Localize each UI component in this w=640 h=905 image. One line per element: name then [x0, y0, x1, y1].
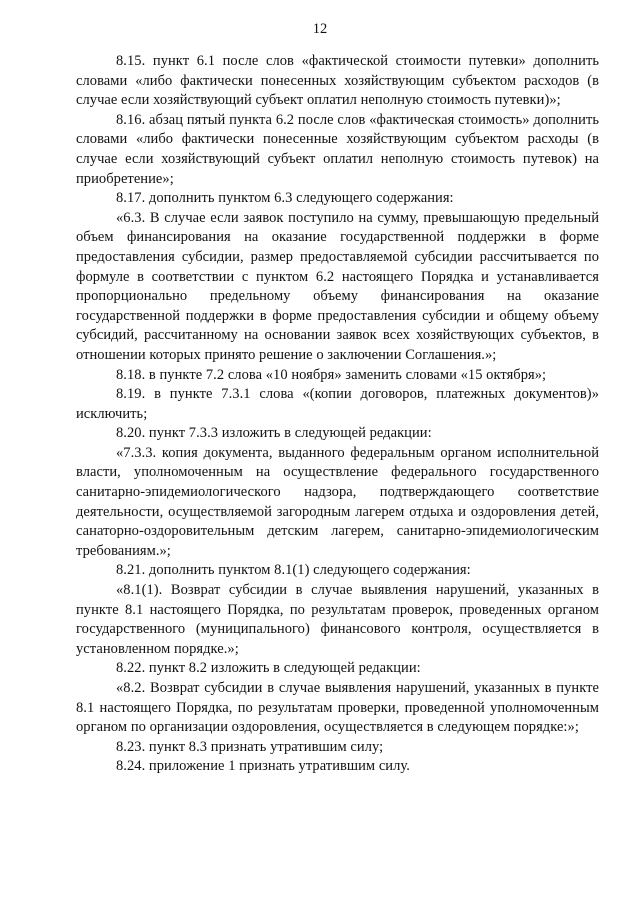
paragraph-8-23: 8.23. пункт 8.3 признать утратившим силу;	[116, 738, 384, 755]
paragraph-8-1-1-quote: «8.1(1). Возврат субсидии в случае выявления нарушений, указанных в пункте 8.1 настоящего Порядка, по результатам проверок, проведенных органом государственного (муниципального) финансового контроля, осуществляется в установленном порядке.»;	[76, 582, 599, 657]
paragraph-7-3-3-quote: «7.3.3. копия документа, выданного федеральным органом исполнительной власти, уполномоченным на осуществление федерального государственного санитарно-эпидемиологического надзора, подтверждающего соответствие деятельности, осуществляемой загородным лагерем отдыха и оздоровления детей, санаторно-оздоровительным детским лагерем, санитарно-эпидемиологическим требованиям.»;	[76, 444, 599, 559]
paragraph-8-24: 8.24. приложение 1 признать утратившим силу.	[116, 758, 410, 775]
paragraph-8-21: 8.21. дополнить пунктом 8.1(1) следующего содержания:	[116, 562, 471, 579]
paragraph-8-20: 8.20. пункт 7.3.3 изложить в следующей редакции:	[116, 425, 432, 442]
document-body	[76, 52, 599, 777]
paragraph-8-15: 8.15. пункт 6.1 после слов «фактической стоимости путевки» дополнить словами «либо фактически понесенных хозяйствующим субъектом расходов (в случае если хозяйствующий субъект оплатил неполную стоимость путевки)»;	[76, 53, 599, 109]
paragraph-8-22: 8.22. пункт 8.2 изложить в следующей редакции:	[116, 660, 421, 677]
paragraph-8-2-quote: «8.2. Возврат субсидии в случае выявления нарушений, указанных в пункте 8.1 настоящего Порядка, по результатам проверки, проведенной уполномоченным органом по организации оздоровления, осуществляется в следующем порядке:»;	[76, 680, 599, 736]
paragraph-8-16: 8.16. абзац пятый пункта 6.2 после слов «фактическая стоимость» дополнить словами «либо фактически понесенные хозяйствующим субъектом расходы (в случае если хозяйствующий субъект оплатил неполную стоимость путевок) на приобретение»;	[76, 111, 599, 187]
paragraph-8-19: 8.19. в пункте 7.3.1 слова «(копии договоров, платежных документов)» исключить;	[76, 386, 599, 422]
paragraph-8-18: 8.18. в пункте 7.2 слова «10 ноября» заменить словами «15 октября»;	[116, 366, 547, 383]
paragraph-8-17: 8.17. дополнить пунктом 6.3 следующего содержания:	[116, 190, 454, 207]
page-number: 12	[312, 21, 328, 37]
paragraph-6-3-quote: «6.3. В случае если заявок поступило на сумму, превышающую предельный объем финансирования на оказание государственной поддержки в форме предоставления субсидии, размер предоставляемой субсидии рассчитывается по формуле в соответствии с пунктом 6.2 настоящего Порядка и устанавливается пропорционально предельному объему финансирования на оказание государственной поддержки в форме предоставления субсидии и общему объему субсидий, рассчитанному на основании заявок всех хозяйствующих субъектов, в отношении которых принято решение о заключении Соглашения.»;	[76, 209, 599, 363]
